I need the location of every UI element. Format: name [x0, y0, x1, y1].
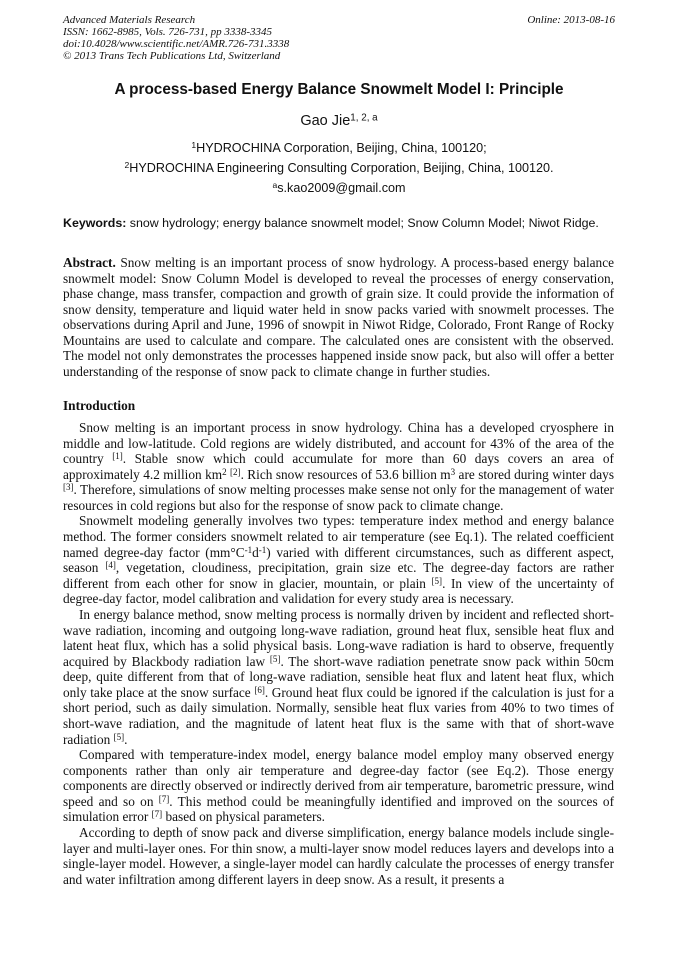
keywords-label: Keywords: — [63, 216, 127, 230]
abstract — [63, 255, 614, 380]
keywords — [63, 216, 615, 230]
affiliation-text: HYDROCHINA Corporation, Beijing, China, 100120; — [196, 141, 487, 155]
author-name: Gao Jie — [300, 113, 351, 129]
text-run: d — [252, 544, 259, 560]
text-run: . In view of the uncertainty of degree-day factor, model calibration and validation for every study area is necessary. — [63, 575, 614, 607]
paragraph — [63, 607, 614, 747]
superscript: [5] — [431, 575, 443, 586]
keywords-text: snow hydrology; energy balance snowmelt model; Snow Column Model; Niwot Ridge. — [126, 216, 599, 230]
text-run: . This method could be meaningfully identified and improved on the sources of simulation error — [63, 793, 614, 825]
superscript: [5] — [113, 731, 125, 742]
journal-name: Advanced Materials Research — [63, 14, 196, 26]
affiliation-sup: a — [272, 180, 278, 191]
abstract-label: Abstract. — [63, 255, 116, 270]
text-run: . Ground heat flux could be ignored if the calculation is just for a short period, such as daily simulation. Normally, sensible heat flux varies from 40% to two times of short-wave radiation, and the magnitude of latent heat flux is the same with that of short-wave radiation — [63, 684, 614, 747]
superscript: -1 — [244, 544, 253, 555]
superscript: [7] — [151, 809, 163, 820]
section-heading-introduction: Introduction — [63, 398, 136, 413]
superscript: [1] — [112, 451, 123, 462]
journal-header — [63, 14, 289, 62]
affiliation-sup: 1 — [191, 140, 197, 151]
superscript: 2 — [222, 466, 227, 477]
superscript: [2] — [230, 466, 241, 477]
text-run: , vegetation, cloudiness, precipitation, grain size etc. The degree-day factors are rather different from each other for snow in glacier, mountain, or plain — [63, 560, 614, 591]
text-run: In energy balance method, snow melting process is normally driven by incident and reflected short-wave radiation, incoming and outgoing long-wave radiation, ground heat flux, sensible heat flux and latent heat flux, which has a solid physical basis. Long-wave radiation is hard to observe, frequently acquired by Blackbody radiation law — [63, 606, 614, 669]
text-run: are stored during winter days — [455, 466, 614, 482]
text-run: According to depth of snow pack and diverse simplification, energy balance models include single-layer and multi-layer ones. For thin snow, a multi-layer snow model reduces layers and develops into a single-layer model. However, a single-layer model can hardly calculate the processes of energy transfer and water infiltration among different layers in deep snow. As a result, it presents a — [63, 825, 614, 887]
affiliation-text: HYDROCHINA Engineering Consulting Corporation, Beijing, China, 100120. — [129, 161, 554, 175]
paragraph — [63, 513, 614, 606]
issn: ISSN: 1662-8985, Vols. 726-731, pp 3338-3345 — [63, 26, 272, 38]
copyright: © 2013 Trans Tech Publications Ltd, Switzerland — [63, 50, 281, 62]
introduction-body — [63, 420, 614, 887]
text-run: . Therefore, simulations of snow melting processes make sense not only for the management of water resources in cold regions but also for the response of snow pack to climate change. — [63, 482, 614, 513]
text-run: . The short-wave radiation penetrate snow pack within 50cm deep, quite different from that of long-wave radiation, sensible heat flux and latent heat flux, which only take place at the snow surface — [63, 653, 615, 700]
superscript: [7] — [158, 793, 170, 804]
paper-title: A process-based Energy Balance Snowmelt Model I: Principle — [114, 81, 564, 98]
doi: doi:10.4028/www.scientific.net/AMR.726-731.3338 — [63, 38, 290, 50]
email: s.kao2009@gmail.com — [277, 181, 406, 195]
text-run: Compared with temperature-index model, energy balance model employ many observed energy components rather than only air temperature and degree-day factor (see Eq.2). Those energy components are directly observed or indirectly derived from air temperature, barometric pressure, wind speed and so on — [63, 747, 614, 809]
paragraph — [63, 420, 614, 513]
superscript: -1 — [258, 544, 267, 555]
paragraph — [63, 747, 614, 825]
affiliation-1 — [0, 141, 678, 155]
author-sup: 1, 2, a — [350, 112, 378, 124]
text-run: Snow melting is an important process in snow hydrology. China has a developed cryosphere in middle and low-latitude. Cold regions are widely distributed, and account for 43% of the area of the country — [63, 420, 614, 467]
online-date: Online: 2013-08-16 — [527, 14, 615, 26]
text-run: . Rich snow resources of 53.6 billion m — [240, 466, 451, 482]
affiliation-2 — [0, 161, 678, 175]
superscript: [4] — [105, 560, 116, 571]
superscript: 3 — [450, 466, 456, 477]
text-run: ) varied with different circumstances, such as different aspect, season — [63, 544, 614, 576]
superscript: [5] — [269, 653, 281, 664]
text-run: . Stable snow which could accumulate for more than 60 days covers an area of approximately 4.2 million km — [63, 451, 614, 482]
text-run: . — [124, 731, 128, 747]
abstract-text: Snow melting is an important process of snow hydrology. A process-based energy balance snowmelt model: Snow Column Model is developed to reveal the processes of energy conservation, phase change, mass transfer, compaction and growth of grain size. It could provide the information of snow density, temperature and liquid water held in snow packs varied with snowmelt processes. The observations during April and June, 1996 of snowpit in Niwot Ridge, Colorado, Front Range of Rocky Mountains are used to calculate and compare. The calculated ones are consistent with the observed. The model not only demonstrates the processes happened inside snow pack, but also will offer a better understanding of the response of snow pack to climate change in further studies. — [63, 255, 614, 380]
affiliation-email — [0, 181, 678, 195]
affiliation-sup: 2 — [124, 160, 130, 171]
text-run: based on physical parameters. — [162, 809, 325, 825]
author — [0, 113, 678, 129]
paragraph — [63, 825, 614, 887]
text-run: Snowmelt modeling generally involves two types: temperature index method and energy balance method. The former considers snowmelt related to air temperature (see Eq.1). The related coefficient named degree-day factor (mm°C — [63, 513, 614, 560]
superscript: [3] — [63, 482, 74, 493]
superscript: [6] — [254, 684, 265, 695]
